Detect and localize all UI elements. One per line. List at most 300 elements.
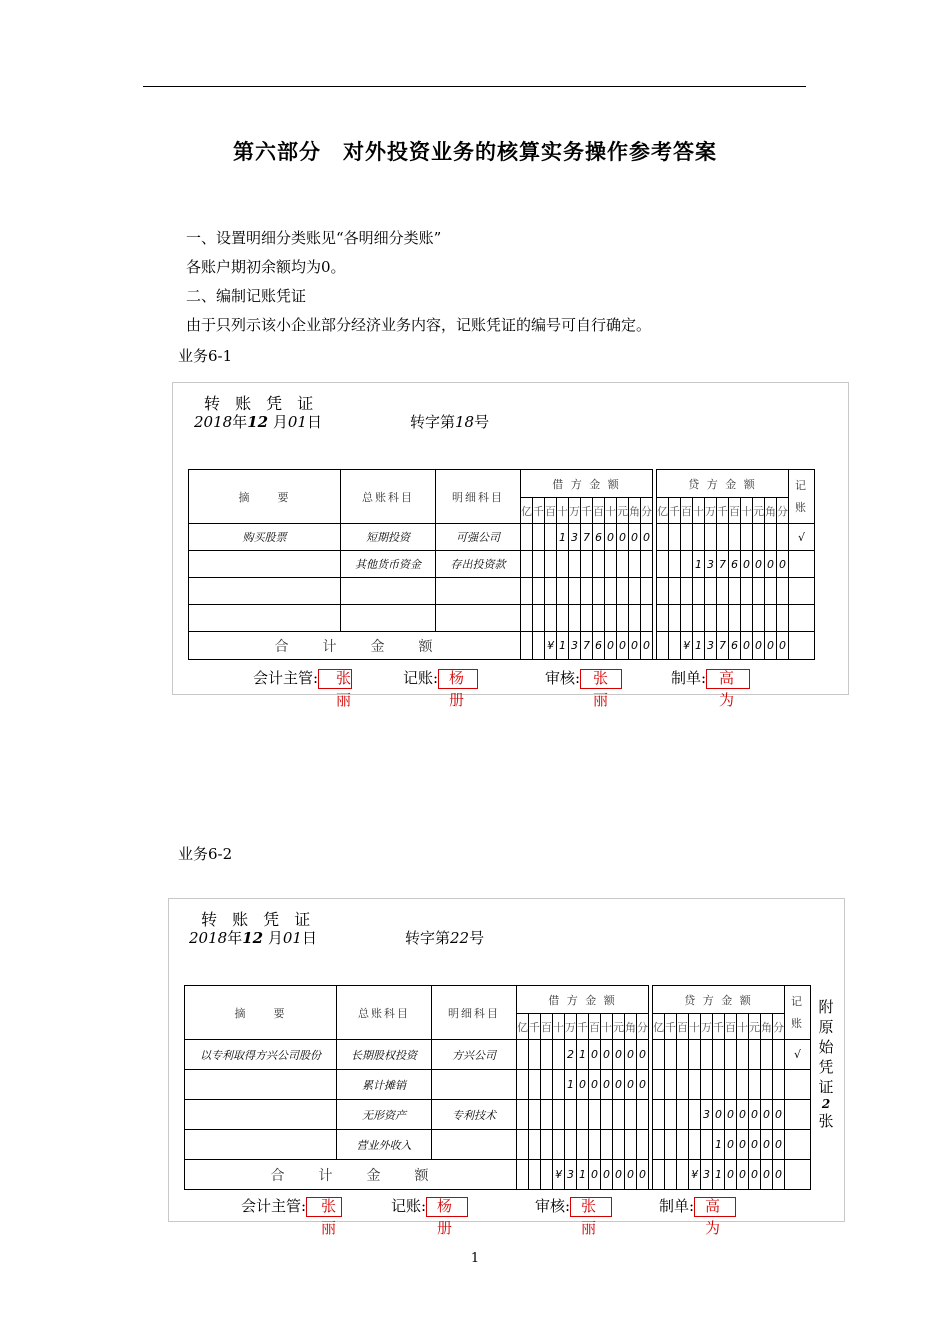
posted-check [785,1100,811,1130]
unit-label: 十 [737,1014,749,1040]
total-debit-digit: 0 [641,632,653,660]
row-detail-account [432,1070,517,1100]
debit-digit [545,551,557,578]
debit-digit [577,1100,589,1130]
posted-check: √ [785,1040,811,1070]
unit-label: 十 [693,498,705,524]
debit-digit: 0 [637,1070,649,1100]
unit-label: 亿 [521,498,533,524]
debit-digit [541,1040,553,1070]
debit-digit [541,1100,553,1130]
total-posted [789,632,815,660]
debit-digit [641,551,653,578]
total-credit-digit: 1 [713,1160,725,1190]
total-debit-digit [541,1160,553,1190]
unit-label: 十 [557,498,569,524]
voucher-2 [168,898,845,1237]
debit-digit [533,524,545,551]
voucher-number-suffix: 号 [469,929,485,947]
credit-digit: 0 [741,551,753,578]
total-credit-digit: 0 [741,632,753,660]
debit-digit [569,605,581,632]
auditor-name: 张丽 [593,669,609,709]
credit-digit [729,578,741,605]
debit-digit: 1 [557,524,569,551]
row-summary [185,1070,337,1100]
unit-label: 分 [637,1014,649,1040]
unit-label: 分 [773,1014,785,1040]
credit-digit [705,605,717,632]
date-year-sep: 年 [227,929,243,947]
date-year-sep: 年 [232,413,248,431]
debit-digit: 0 [625,1040,637,1070]
total-credit-digit: 0 [737,1160,749,1190]
debit-digit: 0 [613,1070,625,1100]
debit-digit: 0 [625,1070,637,1100]
credit-digit [665,1100,677,1130]
total-debit-digit: 1 [557,632,569,660]
date-month-sep: 月 [267,929,283,947]
row-summary [189,551,341,578]
credit-header: 贷 方 金 额 [657,470,789,498]
debit-digit [521,578,533,605]
unit-label: 分 [641,498,653,524]
credit-digit [653,1070,665,1100]
table-row [185,1070,811,1100]
credit-digit [741,524,753,551]
auditor-label: 审核: [545,669,581,687]
total-credit-digit [665,1160,677,1190]
unit-label: 万 [569,498,581,524]
date-day-sep: 日 [301,929,317,947]
debit-digit: 0 [605,524,617,551]
table-row [185,1100,811,1130]
debit-digit [557,551,569,578]
date-day: 01 [282,929,302,947]
summary-header: 摘 要 [185,986,337,1040]
credit-digit: 0 [753,551,765,578]
header-row [189,470,815,498]
voucher-table [188,469,815,660]
voucher-number [405,927,484,948]
total-debit-digit [533,632,545,660]
row-general-account: 长期股权投资 [337,1040,432,1070]
supervisor-label: 会计主管: [241,1197,307,1215]
debit-digit [605,578,617,605]
unit-label: 元 [617,498,629,524]
credit-digit [669,551,681,578]
table-row [189,524,815,551]
total-credit-digit: 3 [705,632,717,660]
row-general-account: 短期投资 [341,524,436,551]
page-title: 第六部分 对外投资业务的核算实务操作参考答案 [233,139,717,164]
credit-digit [693,605,705,632]
credit-digit: 0 [761,1100,773,1130]
debit-digit [593,578,605,605]
credit-digit: 3 [705,551,717,578]
credit-digit [737,1040,749,1070]
debit-digit [637,1100,649,1130]
debit-digit [565,1100,577,1130]
credit-digit [665,1130,677,1160]
debit-digit: 0 [637,1040,649,1070]
voucher-heading: 转 账 凭 证 [204,394,319,413]
total-debit-digit: 0 [605,632,617,660]
credit-digit [741,605,753,632]
credit-digit [657,605,669,632]
posted-header: 记账 [789,470,815,524]
debit-digit [541,1070,553,1100]
debit-digit [625,1100,637,1130]
row-general-account [341,605,436,632]
total-credit-digit: 0 [753,632,765,660]
credit-digit [657,551,669,578]
credit-digit [653,1100,665,1130]
unit-label: 角 [761,1014,773,1040]
detail-account-header: 明细科目 [432,986,517,1040]
credit-digit [701,1130,713,1160]
posted-check [789,605,815,632]
total-row [189,632,815,660]
attach-count: 2 [821,1097,831,1111]
unit-label: 百 [729,498,741,524]
attach-char: 附 [818,998,834,1016]
table-row [185,1130,811,1160]
total-debit-digit [517,1160,529,1190]
unit-label: 千 [581,498,593,524]
unit-label: 百 [681,498,693,524]
attachment-note [817,997,835,1131]
row-general-account: 无形资产 [337,1100,432,1130]
row-general-account: 营业外收入 [337,1130,432,1160]
debit-digit [601,1100,613,1130]
debit-digit [521,551,533,578]
debit-digit [641,578,653,605]
credit-digit: 0 [725,1130,737,1160]
total-row [185,1160,811,1190]
posted-check [789,551,815,578]
debit-digit: 0 [601,1070,613,1100]
unit-label: 角 [765,498,777,524]
credit-digit [669,524,681,551]
row-summary [185,1100,337,1130]
credit-digit [669,578,681,605]
unit-label: 亿 [653,1014,665,1040]
credit-digit: 0 [765,551,777,578]
unit-label: 百 [545,498,557,524]
credit-digit [657,524,669,551]
credit-digit [677,1100,689,1130]
date-month: 12 [242,929,264,947]
posted-check [785,1130,811,1160]
credit-digit [717,605,729,632]
unit-label: 十 [741,498,753,524]
debit-digit [553,1100,565,1130]
total-posted [785,1160,811,1190]
total-credit-digit [677,1160,689,1190]
unit-label: 十 [601,1014,613,1040]
voucher-table [184,985,811,1190]
total-credit-digit: 0 [749,1160,761,1190]
row-general-account [341,578,436,605]
unit-label: 亿 [517,1014,529,1040]
total-debit-digit [521,632,533,660]
debit-digit [545,605,557,632]
credit-digit [765,578,777,605]
credit-digit [773,1070,785,1100]
credit-digit: 6 [729,551,741,578]
credit-digit [737,1070,749,1100]
total-credit-digit: 1 [693,632,705,660]
voucher-grid [188,469,815,660]
debit-digit [521,605,533,632]
debit-digit [533,551,545,578]
debit-digit [529,1100,541,1130]
credit-digit [689,1130,701,1160]
debit-digit [517,1130,529,1160]
debit-digit [517,1040,529,1070]
preparer-label: 制单: [671,669,707,687]
total-debit-digit: 0 [629,632,641,660]
unit-label: 元 [753,498,765,524]
debit-header: 借 方 金 额 [517,986,649,1014]
debit-digit: 0 [589,1040,601,1070]
credit-digit [713,1040,725,1070]
debit-digit [629,605,641,632]
total-credit-digit: 6 [729,632,741,660]
credit-digit [749,1040,761,1070]
debit-digit: 1 [577,1040,589,1070]
row-general-account: 其他货币资金 [341,551,436,578]
row-detail-account [436,578,521,605]
total-credit-digit [669,632,681,660]
business-label-2: 业务6-2 [178,845,233,863]
credit-digit [705,524,717,551]
total-debit-digit: 0 [637,1160,649,1190]
debit-digit [593,605,605,632]
auditor-label: 审核: [535,1197,571,1215]
voucher-date [189,927,317,948]
unit-label: 百 [677,1014,689,1040]
total-debit-digit: 0 [625,1160,637,1190]
debit-digit [605,551,617,578]
total-credit-digit: 0 [777,632,789,660]
credit-digit: 1 [713,1130,725,1160]
paragraph-4: 由于只列示该小企业部分经济业务内容，记账凭证的编号可自行确定。 [186,316,652,334]
debit-digit [589,1130,601,1160]
total-credit-digit: ¥ [681,632,693,660]
credit-digit [705,578,717,605]
credit-digit [777,578,789,605]
supervisor-label: 会计主管: [253,669,319,687]
supervisor-name: 张丽 [336,669,352,709]
debit-digit: 0 [629,524,641,551]
debit-digit [641,605,653,632]
credit-digit [749,1070,761,1100]
debit-digit [637,1130,649,1160]
voucher-number-value: 18 [455,413,475,431]
unit-label: 千 [717,498,729,524]
credit-digit: 1 [693,551,705,578]
unit-label: 百 [725,1014,737,1040]
credit-digit [753,605,765,632]
total-credit-digit: 0 [765,632,777,660]
debit-digit [521,524,533,551]
debit-digit [629,578,641,605]
voucher-number-prefix: 转字第 [405,929,451,947]
total-debit-digit: 7 [581,632,593,660]
credit-digit [725,1040,737,1070]
general-account-header: 总账科目 [341,470,436,524]
credit-digit: 0 [737,1100,749,1130]
credit-digit [761,1070,773,1100]
credit-digit [669,605,681,632]
unit-label: 千 [533,498,545,524]
credit-digit [693,578,705,605]
unit-label: 十 [605,498,617,524]
total-debit-digit: 0 [613,1160,625,1190]
credit-digit [773,1040,785,1070]
credit-digit [701,1040,713,1070]
bookkeeper-label: 记账: [391,1197,427,1215]
row-detail-account [436,605,521,632]
debit-digit [529,1040,541,1070]
total-debit-digit [529,1160,541,1190]
posted-check: √ [789,524,815,551]
debit-digit [569,578,581,605]
credit-digit: 7 [717,551,729,578]
total-label: 合 计 金 额 [189,632,521,660]
credit-digit [725,1070,737,1100]
debit-digit [593,551,605,578]
credit-digit [681,551,693,578]
unit-label: 万 [565,1014,577,1040]
credit-digit: 0 [749,1100,761,1130]
auditor-name: 张丽 [581,1197,597,1237]
table-row [189,578,815,605]
credit-digit [717,524,729,551]
total-credit-digit: 3 [701,1160,713,1190]
total-credit-digit [653,1160,665,1190]
debit-digit [581,578,593,605]
date-year: 2018 [189,929,228,947]
date-month-sep: 月 [272,413,288,431]
credit-digit [689,1040,701,1070]
attach-char: 始 [818,1038,834,1056]
debit-digit [553,1130,565,1160]
credit-digit [681,605,693,632]
debit-digit: 0 [613,1040,625,1070]
debit-digit: 6 [593,524,605,551]
unit-label: 百 [593,498,605,524]
credit-digit [765,524,777,551]
row-summary [185,1130,337,1160]
summary-header: 摘 要 [189,470,341,524]
debit-digit [577,1130,589,1160]
debit-digit [589,1100,601,1130]
posted-check [789,578,815,605]
debit-digit [517,1070,529,1100]
credit-digit: 3 [701,1100,713,1130]
unit-label: 分 [777,498,789,524]
bookkeeper-name: 杨册 [437,1197,453,1237]
credit-digit [777,524,789,551]
total-debit-digit: ¥ [553,1160,565,1190]
credit-digit: 0 [777,551,789,578]
debit-digit [605,605,617,632]
debit-digit: 0 [601,1040,613,1070]
debit-digit [581,551,593,578]
debit-digit [553,1040,565,1070]
credit-digit [681,524,693,551]
debit-digit [565,1130,577,1160]
debit-digit [533,605,545,632]
total-debit-digit: 0 [617,632,629,660]
credit-digit [729,524,741,551]
row-summary [189,578,341,605]
header-row [185,986,811,1014]
total-credit-digit: 0 [773,1160,785,1190]
credit-digit [765,605,777,632]
unit-label: 万 [701,1014,713,1040]
row-summary: 以专利取得方兴公司股份 [185,1040,337,1070]
date-day-sep: 日 [306,413,322,431]
debit-digit [613,1130,625,1160]
preparer-name: 高为 [705,1197,721,1237]
row-summary: 购买股票 [189,524,341,551]
credit-digit [761,1040,773,1070]
debit-digit: 3 [569,524,581,551]
posted-check [785,1070,811,1100]
total-credit-digit: 0 [761,1160,773,1190]
voucher-number-prefix: 转字第 [410,413,456,431]
debit-digit [569,551,581,578]
paragraph-1: 一、设置明细分类账见“各明细分类账” [186,229,442,247]
row-detail-account: 方兴公司 [432,1040,517,1070]
credit-digit [665,1040,677,1070]
attach-char: 原 [818,1018,834,1036]
credit-header: 贷 方 金 额 [653,986,785,1014]
debit-digit [625,1130,637,1160]
debit-digit [541,1130,553,1160]
unit-label: 万 [705,498,717,524]
total-debit-digit: ¥ [545,632,557,660]
credit-digit [753,524,765,551]
credit-digit [713,1070,725,1100]
credit-digit [665,1070,677,1100]
total-label: 合 计 金 额 [185,1160,517,1190]
debit-digit: 0 [641,524,653,551]
row-detail-account [432,1130,517,1160]
business-label-1: 业务6-1 [178,347,233,365]
credit-digit [741,578,753,605]
bookkeeper-name: 杨册 [449,669,465,709]
date-day: 01 [287,413,307,431]
bookkeeper-label: 记账: [403,669,439,687]
credit-digit: 0 [773,1130,785,1160]
voucher-heading: 转 账 凭 证 [201,910,316,929]
attach-char: 凭 [818,1058,834,1076]
debit-digit: 0 [589,1070,601,1100]
credit-digit [653,1040,665,1070]
debit-digit [557,605,569,632]
paragraph-3: 二、编制记账凭证 [186,287,307,305]
table-row [185,1040,811,1070]
row-detail-account: 存出投资款 [436,551,521,578]
total-credit-digit [657,632,669,660]
table-row [189,551,815,578]
voucher-date [194,411,322,432]
